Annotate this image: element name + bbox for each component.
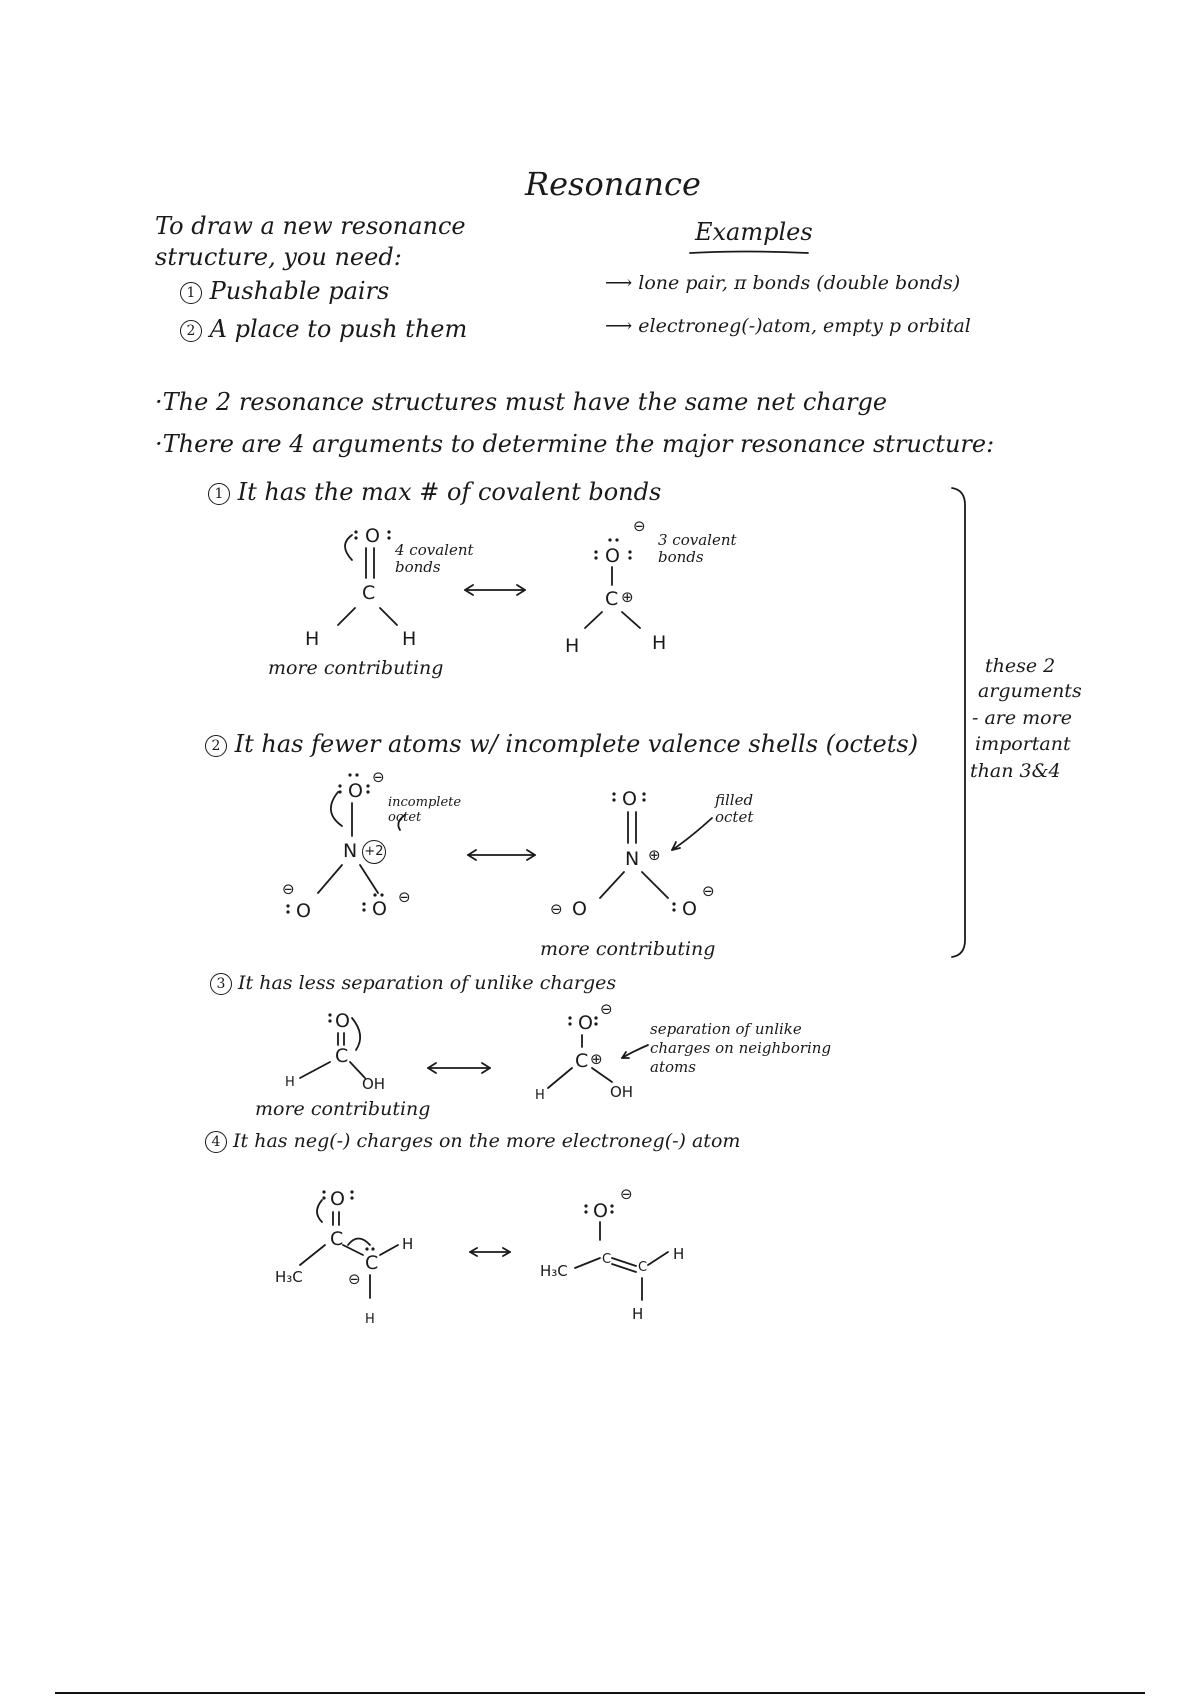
- atom-h: H: [365, 1312, 375, 1327]
- circled-number-2: 2: [205, 735, 227, 757]
- atom-o: O: [578, 1012, 593, 1034]
- atom-h: H: [285, 1075, 295, 1090]
- circled-number-4: 4: [205, 1131, 227, 1153]
- side-note-line-2: arguments: [978, 680, 1082, 702]
- argument-1-text: It has the max # of covalent bonds: [237, 478, 662, 506]
- atom-c: C: [602, 1252, 612, 1267]
- atom-o: O: [335, 1010, 350, 1032]
- rule-1: ·The 2 resonance structures must have the same net charge: [155, 388, 888, 416]
- atom-h: H: [652, 632, 667, 654]
- plus-charge-icon: ⊕: [621, 588, 634, 606]
- plus-charge-icon: ⊕: [590, 1050, 603, 1068]
- atom-h: H: [673, 1245, 685, 1263]
- minus-charge-icon: ⊖: [702, 882, 715, 900]
- atom-h: H: [565, 635, 580, 657]
- atom-c: C: [638, 1260, 648, 1275]
- atom-o: O: [348, 780, 363, 802]
- atom-o: O: [296, 900, 311, 922]
- minus-charge-icon: ⊖: [620, 1185, 633, 1203]
- annotation-3-covalent-bonds: 3 covalent bonds: [658, 531, 737, 566]
- intro-line-2: structure, you need:: [155, 243, 402, 271]
- atom-c: C: [365, 1252, 379, 1274]
- circled-number-3: 3: [210, 973, 232, 995]
- atom-o: O: [572, 898, 587, 920]
- page-title: Resonance: [525, 165, 701, 203]
- circled-number-2: 2: [180, 320, 202, 342]
- minus-charge-icon: ⊖: [550, 900, 563, 918]
- minus-charge-icon: ⊖: [398, 888, 411, 906]
- side-note-line-1: these 2: [985, 655, 1056, 677]
- atom-oh: OH: [610, 1083, 634, 1101]
- arrow-right-icon: ⟶: [605, 272, 639, 294]
- atom-oh: OH: [362, 1075, 386, 1093]
- bottom-divider: [55, 1692, 1145, 1694]
- atom-c: C: [362, 582, 376, 604]
- argument-2: [205, 730, 918, 758]
- minus-charge-icon: ⊖: [372, 768, 385, 786]
- atom-h3c: H₃C: [540, 1262, 568, 1280]
- atom-h3c: H₃C: [275, 1268, 303, 1286]
- intro-item-2: [180, 315, 467, 343]
- atom-h: H: [305, 628, 320, 650]
- example-item-2-text: electroneg(-)atom, empty p orbital: [638, 315, 971, 337]
- rule-2: ·There are 4 arguments to determine the major resonance structure:: [155, 430, 995, 458]
- plus-2-charge-icon: +2: [362, 840, 386, 864]
- example-item-1-text: lone pair, π bonds (double bonds): [638, 272, 961, 294]
- annotation-filled-octet: filled octet: [715, 791, 754, 826]
- atom-h: H: [402, 1235, 414, 1253]
- argument-3-text: It has less separation of unlike charges: [238, 972, 617, 994]
- argument-4: [205, 1130, 740, 1153]
- brace: [952, 488, 965, 957]
- examples-heading: Examples: [695, 218, 813, 246]
- atom-o: O: [372, 898, 387, 920]
- atom-c: C: [605, 588, 619, 610]
- atom-h: H: [632, 1305, 644, 1323]
- circled-number-1: 1: [208, 483, 230, 505]
- intro-item-1-label: Pushable pairs: [209, 277, 390, 305]
- annotation-incomplete-octet: incomplete octet: [388, 795, 462, 825]
- side-note-line-4: important: [975, 733, 1071, 755]
- more-contributing-label: more contributing: [255, 1098, 431, 1120]
- minus-charge-icon: ⊖: [633, 517, 646, 535]
- example-item-1: [605, 272, 960, 294]
- arrow-right-icon: ⟶: [605, 315, 639, 337]
- atom-n: N: [343, 840, 358, 862]
- intro-line-1: To draw a new resonance: [155, 212, 466, 240]
- side-note-line-5: than 3&4: [970, 760, 1061, 782]
- atom-h: H: [535, 1088, 545, 1103]
- atom-o: O: [622, 788, 637, 810]
- argument-3: [210, 972, 616, 995]
- argument-4-text: It has neg(-) charges on the more electroneg(-) atom: [233, 1130, 741, 1152]
- argument-1: [208, 478, 661, 506]
- example-item-2: [605, 315, 971, 337]
- intro-item-2-label: A place to push them: [209, 315, 468, 343]
- atom-o: O: [365, 525, 380, 547]
- examples-underline: [690, 252, 808, 254]
- circled-number-1: 1: [180, 282, 202, 304]
- minus-charge-icon: ⊖: [282, 880, 295, 898]
- annotation-4-covalent-bonds: 4 covalent bonds: [395, 541, 474, 576]
- plus-charge-icon: ⊕: [648, 846, 661, 864]
- curved-arrow-icon: [317, 1200, 322, 1222]
- atom-n: N: [625, 848, 640, 870]
- atom-c: C: [335, 1045, 349, 1067]
- atom-o: O: [605, 545, 620, 567]
- atom-c: C: [330, 1228, 344, 1250]
- atom-o: O: [682, 898, 697, 920]
- argument-2-text: It has fewer atoms w/ incomplete valence shells (octets): [234, 730, 919, 758]
- atom-o: O: [593, 1200, 608, 1222]
- side-note-line-3: - are more: [972, 707, 1072, 729]
- minus-charge-icon: ⊖: [600, 1000, 613, 1018]
- atom-o: O: [330, 1188, 345, 1210]
- more-contributing-label: more contributing: [540, 938, 716, 960]
- intro-item-1: [180, 277, 389, 305]
- curved-arrow-icon: [348, 1239, 370, 1246]
- annotation-separation-of-unlike-charges: separation of unlike charges on neighboring atoms: [650, 1020, 832, 1076]
- curved-arrow-icon: [331, 792, 342, 826]
- atom-h: H: [402, 628, 417, 650]
- curved-arrow-icon: [345, 535, 352, 560]
- minus-charge-icon: ⊖: [348, 1270, 361, 1288]
- curved-arrow-icon: [352, 1018, 360, 1050]
- more-contributing-label: more contributing: [268, 657, 444, 679]
- atom-c: C: [575, 1050, 589, 1072]
